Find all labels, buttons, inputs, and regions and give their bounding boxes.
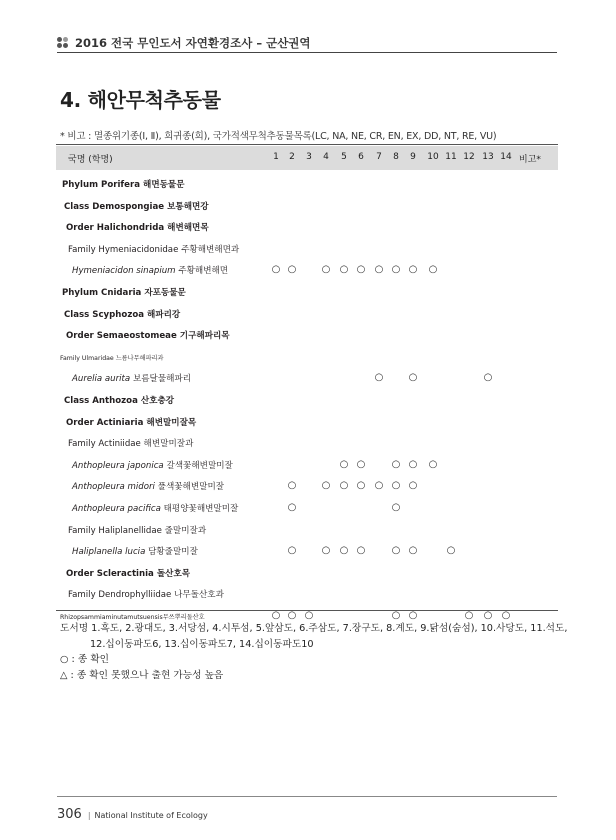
occurrence-mark: ○ <box>374 480 384 492</box>
species-name <box>72 480 224 492</box>
scientific-name: Anthopleura pacifica <box>72 503 161 514</box>
table-row <box>56 196 558 218</box>
scientific-name: Anthopleura japonica <box>72 460 164 471</box>
column-header-1: 1 <box>273 152 279 162</box>
table-row <box>56 174 558 196</box>
occurrence-mark: ○ <box>321 264 331 276</box>
table-row <box>56 455 558 477</box>
occurrence-mark: ○ <box>408 458 418 470</box>
occurrence-mark: ○ <box>501 609 511 621</box>
occurrence-mark: ○ <box>356 458 366 470</box>
column-header-12: 12 <box>463 152 475 162</box>
column-header-5: 5 <box>341 152 347 162</box>
occurrence-mark: ○ <box>356 545 366 557</box>
occurrence-mark: ○ <box>339 458 349 470</box>
occurrence-mark: ○ <box>321 480 331 492</box>
table-row <box>56 217 558 239</box>
occurrence-mark: ○ <box>391 458 401 470</box>
island-list-line-2: 12.십이동파도6, 13.십이동파도7, 14.십이동파도10 <box>90 638 314 650</box>
order-name: Order Actiniaria 해변말미잘목 <box>66 417 197 428</box>
occurrence-mark: ○ <box>271 609 281 621</box>
table-row <box>56 498 558 520</box>
running-header <box>57 33 557 51</box>
occurrence-mark: ○ <box>339 480 349 492</box>
header-divider <box>57 52 557 53</box>
occurrence-mark: ○ <box>374 372 384 384</box>
phylum-name: Phylum Porifera 해면동물문 <box>62 180 185 190</box>
column-header-14: 14 <box>500 152 512 162</box>
page-footer <box>57 803 208 822</box>
legend-possible: △ : 종 확인 못했으나 출현 가능성 높음 <box>60 669 224 681</box>
occurrence-mark: ○ <box>408 609 418 621</box>
column-header-9: 9 <box>410 152 416 162</box>
family-name: Family Hymeniacidonidae 주황해변해면과 <box>68 244 240 255</box>
table-row <box>56 584 558 606</box>
column-header-2: 2 <box>289 152 295 162</box>
scientific-name: Anthopleura midori <box>72 482 155 493</box>
table-row <box>56 476 558 498</box>
korean-name: 갈색꽃해변말미잘 <box>166 460 233 471</box>
class-name: Class Scyphozoa 해파리강 <box>64 309 181 320</box>
order-name: Order Scleractinia 돌산호목 <box>66 568 191 579</box>
occurrence-mark: ○ <box>374 264 384 276</box>
table-top-rule <box>56 144 558 145</box>
species-name: Rhizopsammiaminutamutsuensis무쓰뿌리돌산호 <box>60 613 205 621</box>
occurrence-mark: ○ <box>408 545 418 557</box>
scientific-name: Hymeniacidon sinapium <box>72 266 176 277</box>
species-table-body <box>56 174 558 627</box>
table-row <box>56 520 558 542</box>
occurrence-mark: ○ <box>408 264 418 276</box>
column-header-3: 3 <box>306 152 312 162</box>
occurrence-mark: ○ <box>483 372 493 384</box>
occurrence-mark: ○ <box>287 609 297 621</box>
species-name <box>72 502 238 514</box>
footer-institute: National Institute of Ecology <box>94 811 208 820</box>
occurrence-mark: ○ <box>391 609 401 621</box>
footer-separator: | <box>87 811 91 820</box>
table-header-label: 국명 (학명) <box>68 155 113 165</box>
table-bottom-rule <box>56 610 558 611</box>
scientific-name: Aurelia aurita <box>72 374 131 385</box>
occurrence-mark: ○ <box>483 609 493 621</box>
occurrence-mark: ○ <box>391 264 401 276</box>
korean-name: 담황줄말미잘 <box>148 547 198 558</box>
table-row <box>56 433 558 455</box>
page-number: 306 <box>57 807 82 822</box>
korean-name: 태평양꽃해변말미잘 <box>163 503 239 514</box>
occurrence-mark: ○ <box>464 609 474 621</box>
header-title: 2016 전국 무인도서 자연환경조사 – 군산권역 <box>75 36 311 50</box>
occurrence-mark: ○ <box>391 501 401 513</box>
occurrence-mark: ○ <box>321 545 331 557</box>
section-title: 4. 해안무척추동물 <box>60 88 221 112</box>
table-row <box>56 390 558 412</box>
occurrence-mark: ○ <box>356 480 366 492</box>
occurrence-mark: ○ <box>408 372 418 384</box>
column-header-13: 13 <box>482 152 494 162</box>
occurrence-mark: ○ <box>391 480 401 492</box>
table-row <box>56 325 558 347</box>
column-header-10: 10 <box>427 152 439 162</box>
occurrence-mark: ○ <box>356 264 366 276</box>
column-header-4: 4 <box>323 152 329 162</box>
footer-divider <box>57 796 557 797</box>
column-header-11: 11 <box>445 152 457 162</box>
korean-name: 보름달물해파리 <box>132 374 192 385</box>
occurrence-mark: ○ <box>304 609 314 621</box>
class-name: Class Demospongiae 보통해면강 <box>64 201 209 212</box>
occurrence-mark: ○ <box>391 545 401 557</box>
table-row <box>56 563 558 585</box>
korean-name: 주황해변해면 <box>178 266 229 277</box>
table-row <box>56 304 558 326</box>
column-header-note: 비고* <box>519 155 541 165</box>
species-name <box>72 372 191 384</box>
remarks-note: * 비고 : 멸종위기종(Ⅰ, Ⅱ), 희귀종(희), 국가적색무척추동물목록(LC, NA, NE, CR, EN, EX, DD, NT, RE, VU) <box>60 131 497 142</box>
family-name: Family Actiniidae 해변말미잘과 <box>68 439 194 450</box>
occurrence-mark: ○ <box>408 480 418 492</box>
table-header <box>56 146 558 170</box>
header-dots-icon <box>57 37 71 49</box>
island-list-line-1: 도서명 1.흑도, 2.광대도, 3.서당섬, 4.시투섬, 5.앞삼도, 6.주삼도, 7.장구도, 8.계도, 9.닭섬(숨섬), 10.사당도, 11.석도, <box>60 623 568 634</box>
legend <box>60 621 568 683</box>
table-row <box>56 541 558 563</box>
column-header-8: 8 <box>393 152 399 162</box>
species-name <box>72 459 233 471</box>
occurrence-mark: ○ <box>271 264 281 276</box>
table-row <box>56 368 558 390</box>
occurrence-mark: ○ <box>428 264 438 276</box>
legend-confirmed: ○ : 종 확인 <box>60 654 110 665</box>
column-header-6: 6 <box>358 152 364 162</box>
table-row <box>56 239 558 261</box>
table-row <box>56 412 558 434</box>
family-name: Family Haliplanellidae 줄말미잘과 <box>68 525 207 536</box>
table-row <box>56 260 558 282</box>
occurrence-mark: ○ <box>287 480 297 492</box>
occurrence-mark: ○ <box>287 264 297 276</box>
korean-name: 풀색꽃해변말미잘 <box>157 482 225 493</box>
phylum-name: Phylum Cnidaria 자포동물문 <box>62 287 186 298</box>
occurrence-mark: ○ <box>428 458 438 470</box>
table-row <box>56 282 558 304</box>
occurrence-mark: ○ <box>339 264 349 276</box>
scientific-name: Haliplanella lucia <box>72 547 146 558</box>
family-name: Family Ulmaridae 느름나무해파리과 <box>60 354 164 362</box>
order-name: Order Semaeostomeae 기구해파리목 <box>66 331 230 342</box>
species-name <box>72 545 198 557</box>
occurrence-mark: ○ <box>287 545 297 557</box>
column-header-7: 7 <box>376 152 382 162</box>
family-name: Family Dendrophylliidae 나무돌산호과 <box>68 590 224 601</box>
class-name: Class Anthozoa 산호충강 <box>64 395 175 406</box>
occurrence-mark: ○ <box>287 501 297 513</box>
occurrence-mark: ○ <box>446 545 456 557</box>
species-name <box>72 264 228 276</box>
order-name: Order Halichondrida 해변해면목 <box>66 223 209 234</box>
occurrence-mark: ○ <box>339 545 349 557</box>
table-row <box>56 347 558 369</box>
